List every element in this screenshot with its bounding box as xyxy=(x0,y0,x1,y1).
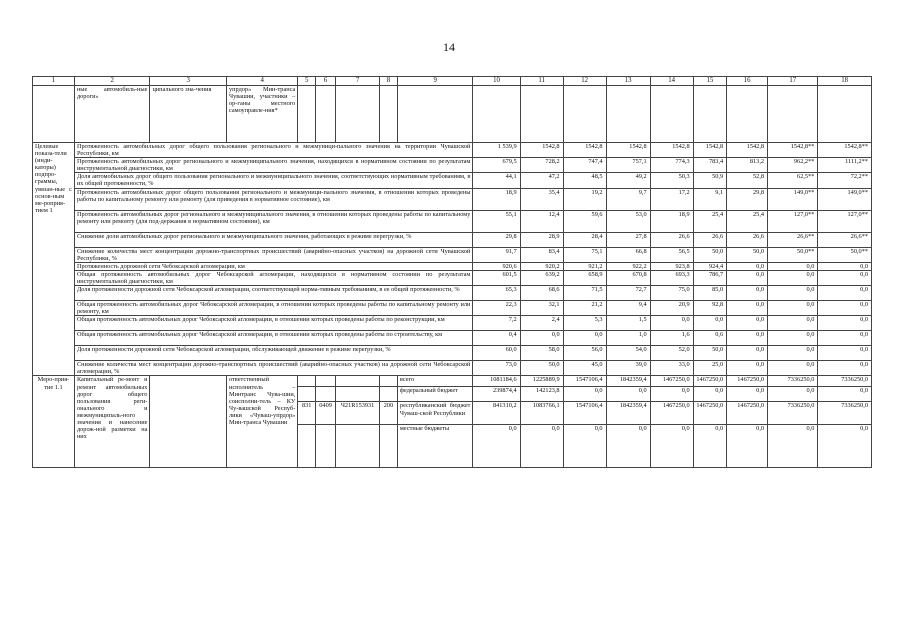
indicator-value: 28,4 xyxy=(563,232,606,247)
indicator-value: 50,0 xyxy=(693,346,727,361)
measure-label: Меро-прия-тие 1.1 xyxy=(33,376,75,468)
indicator-value: 0,0 xyxy=(818,270,872,285)
indicator-name: Общая протяженность автомобильных дорог Чебоксарской агломерации, в отношении которых проведены работы по капитальному ремонту или ремонту, км xyxy=(74,301,472,316)
column-number: 17 xyxy=(768,77,818,86)
indicator-name: Доля протяженности дорожной сети Чебоксарской агломерации, соответствующей норма-тивным требованиям, в ее общей протяженности, % xyxy=(74,286,472,301)
column-number: 15 xyxy=(693,77,727,86)
indicator-value: 83,4 xyxy=(520,247,563,262)
indicator-value: 1,0 xyxy=(606,331,650,346)
funding-source: республиканский бюджет Чуваш-ской Республики xyxy=(397,402,473,425)
indicator-value: 0,0 xyxy=(693,316,727,331)
indicator-value: 0,0 xyxy=(818,331,872,346)
funding-value: 0,0 xyxy=(768,387,818,402)
funding-value: 1225889,9 xyxy=(520,376,563,387)
indicator-value: 0,0 xyxy=(768,316,818,331)
indicator-value: 25,4 xyxy=(727,210,768,232)
indicator-value: 0,0 xyxy=(818,346,872,361)
indicator-value: 75,1 xyxy=(563,247,606,262)
indicator-value: 22,3 xyxy=(473,301,520,316)
continuation-row xyxy=(33,86,872,143)
column-number: 16 xyxy=(727,77,768,86)
indicator-row xyxy=(33,262,872,270)
indicator-value: 0,0 xyxy=(818,316,872,331)
cell-empty xyxy=(298,376,316,387)
indicator-value: 1542,8** xyxy=(768,143,818,158)
indicator-value: 0,0 xyxy=(818,262,872,270)
indicator-value: 9,4 xyxy=(606,301,650,316)
indicator-value: 0,0 xyxy=(727,301,768,316)
indicator-row xyxy=(33,361,872,376)
indicator-value: 72,2** xyxy=(818,173,872,188)
column-number: 6 xyxy=(316,77,336,86)
indicator-value: 50,0 xyxy=(520,361,563,376)
indicator-value: 49,2 xyxy=(606,173,650,188)
indicator-value: 68,6 xyxy=(520,286,563,301)
funding-value: 0,0 xyxy=(650,425,693,468)
indicator-value: 786,7 xyxy=(693,270,727,285)
indicator-value: 149,0** xyxy=(818,188,872,210)
indicator-value: 1542,8 xyxy=(606,143,650,158)
indicator-row xyxy=(33,232,872,247)
indicator-value: 9,1 xyxy=(693,188,727,210)
funding-value: 0,0 xyxy=(693,387,727,402)
indicator-value: 18,9 xyxy=(650,210,693,232)
indicator-name: Снижение количества мест концентрации дорожно-транспортных происшествий (аварийно-опасных участков) на дорожной сети Чебоксарской агломерации, % xyxy=(74,361,472,376)
funding-value: 841310,2 xyxy=(473,402,520,425)
executor-continuation: упрдор» Мин-транса Чувашии, участники – ор-ганы местного самоуправле-ния* xyxy=(226,86,297,143)
indicator-value: 5,3 xyxy=(563,316,606,331)
indicator-value: 26,6** xyxy=(768,232,818,247)
indicator-value: 0,0 xyxy=(818,286,872,301)
funding-value: 0,0 xyxy=(693,425,727,468)
indicator-value: 27,8 xyxy=(606,232,650,247)
cell-empty xyxy=(316,376,336,387)
cell-empty xyxy=(650,86,693,143)
funding-value: 1467250,0 xyxy=(727,376,768,387)
indicator-value: 0,0 xyxy=(818,301,872,316)
indicator-value: 39,0 xyxy=(606,361,650,376)
indicator-value: 45,0 xyxy=(563,361,606,376)
indicator-name: Общая протяженность автомобильных дорог Чебоксарской агломерации, в отношении которых проведены работы по строительству, км xyxy=(74,331,472,346)
indicator-row xyxy=(33,188,872,210)
indicator-row xyxy=(33,210,872,232)
cell-empty xyxy=(316,425,336,468)
cell-empty xyxy=(397,86,473,143)
cell-empty xyxy=(298,86,316,143)
funding-value: 142123,8 xyxy=(520,387,563,402)
cell-empty xyxy=(298,387,316,402)
budget-code: 831 xyxy=(298,402,316,425)
funding-value: 0,0 xyxy=(606,387,650,402)
indicator-row xyxy=(33,331,872,346)
indicator-value: 32,1 xyxy=(520,301,563,316)
indicator-name: Протяженность дорожной сети Чебоксарской агломерации, км xyxy=(74,262,472,270)
column-number: 4 xyxy=(226,77,297,86)
indicator-value: 0,0 xyxy=(650,316,693,331)
funding-value: 0,0 xyxy=(563,387,606,402)
column-number: 9 xyxy=(397,77,473,86)
indicator-value: 54,0 xyxy=(606,346,650,361)
funding-value: 1467250,0 xyxy=(693,376,727,387)
indicator-name: Протяженность автомобильных дорог общего пользования регионального и межмуници-пального значения, в отношении которых проведены работы по капитальному ремонту или ремонту (для приведения в нормативное состояние), км xyxy=(74,188,472,210)
indicator-value: 1542,8 xyxy=(520,143,563,158)
indicator-value: 62,5** xyxy=(768,173,818,188)
indicator-value: 9,7 xyxy=(606,188,650,210)
indicator-value: 922,2 xyxy=(606,262,650,270)
cell-empty xyxy=(606,86,650,143)
indicator-value: 747,4 xyxy=(563,158,606,173)
indicator-value: 921,2 xyxy=(563,262,606,270)
measure-executor: ответственный исполнитель – Минтранс Чува-шии, соисполни-тель – КУ Чу-вашской Респуб-лики «Чуваш-упрдор» Мин-транса Чувашии xyxy=(226,376,297,468)
indicator-value: 924,4 xyxy=(693,262,727,270)
indicator-value: 1 539,9 xyxy=(473,143,520,158)
indicator-name: Протяженность автомобильных дорог общего пользования регионального и межмуници-пального значения на территории Чувашской Республики, км xyxy=(74,143,472,158)
indicator-value: 728,2 xyxy=(520,158,563,173)
indicator-value: 48,5 xyxy=(563,173,606,188)
column-number: 11 xyxy=(520,77,563,86)
funding-value: 0,0 xyxy=(473,425,520,468)
indicator-value: 0,0 xyxy=(727,361,768,376)
indicator-value: 601,5 xyxy=(473,270,520,285)
indicator-value: 0,0 xyxy=(768,361,818,376)
indicator-value: 0,0 xyxy=(727,331,768,346)
funding-row xyxy=(33,376,872,387)
indicator-row xyxy=(33,316,872,331)
funding-source: всего xyxy=(397,376,473,387)
indicator-value: 26,6 xyxy=(650,232,693,247)
cell-empty xyxy=(33,86,75,143)
indicator-value: 920,2 xyxy=(520,262,563,270)
indicator-value: 50,0 xyxy=(693,247,727,262)
cell-empty xyxy=(768,86,818,143)
indicator-value: 1,6 xyxy=(650,331,693,346)
column-number: 13 xyxy=(606,77,650,86)
indicator-value: 50,0 xyxy=(727,247,768,262)
indicator-value: 59,6 xyxy=(563,210,606,232)
indicator-value: 757,1 xyxy=(606,158,650,173)
indicator-value: 0,6 xyxy=(693,331,727,346)
indicator-value: 21,2 xyxy=(563,301,606,316)
funding-value: 0,0 xyxy=(650,387,693,402)
indicator-value: 19,2 xyxy=(563,188,606,210)
indicator-row xyxy=(33,270,872,285)
cell-empty xyxy=(336,387,380,402)
cell-empty xyxy=(380,376,398,387)
funding-value: 1083766,1 xyxy=(520,402,563,425)
indicator-name: Общая протяженность автомобильных дорог Чебоксарской агломерации, находящихся в нормативном состоянии по результатам инструментальной диагностики, км xyxy=(74,270,472,285)
column-number: 3 xyxy=(150,77,227,86)
budget-code: 0409 xyxy=(316,402,336,425)
indicator-value: 52,8 xyxy=(727,173,768,188)
indicator-value: 1542,8 xyxy=(693,143,727,158)
indicator-value: 813,2 xyxy=(727,158,768,173)
indicator-value: 56,0 xyxy=(563,346,606,361)
cell-empty xyxy=(336,425,380,468)
cell-empty xyxy=(336,376,380,387)
indicator-value: 75,0 xyxy=(650,286,693,301)
indicator-value: 1542,8 xyxy=(563,143,606,158)
target-indicators-label: Целевые показа-тели (инди-каторы) подпро-граммы, увязан-ные с основ-ным ме-роприя-тием 1 xyxy=(33,143,75,376)
indicator-value: 50,0** xyxy=(818,247,872,262)
funding-value: 1467250,0 xyxy=(650,402,693,425)
indicator-value: 774,3 xyxy=(650,158,693,173)
funding-value: 1467250,0 xyxy=(727,402,768,425)
indicator-value: 1542,8** xyxy=(818,143,872,158)
budget-code: 200 xyxy=(380,402,398,425)
column-number: 5 xyxy=(298,77,316,86)
funding-value: 7336250,0 xyxy=(768,376,818,387)
funding-value: 1842359,4 xyxy=(606,402,650,425)
indicator-value: 50,3 xyxy=(650,173,693,188)
indicator-value: 92,8 xyxy=(693,301,727,316)
indicator-value: 1111,2** xyxy=(818,158,872,173)
indicator-value: 52,0 xyxy=(650,346,693,361)
cell-empty xyxy=(693,86,727,143)
indicator-value: 0,0 xyxy=(563,331,606,346)
indicator-value: 920,6 xyxy=(473,262,520,270)
indicator-value: 53,0 xyxy=(606,210,650,232)
cell-empty xyxy=(150,376,227,468)
cell-empty xyxy=(316,86,336,143)
column-number: 8 xyxy=(380,77,398,86)
indicator-value: 28,9 xyxy=(520,232,563,247)
indicator-value: 29,8 xyxy=(727,188,768,210)
indicator-value: 58,0 xyxy=(520,346,563,361)
indicator-value: 20,9 xyxy=(650,301,693,316)
indicator-name: Снижение доли автомобильных дорог регионального и межмуниципального значения, работающих в режиме перегрузки, % xyxy=(74,232,472,247)
indicator-value: 0,0 xyxy=(768,331,818,346)
indicator-name: Протяженность автомобильных дорог регионального и межмуниципального значения, находящихся в нормативном состоянии по результатам инструментальной диагностики, км xyxy=(74,158,472,173)
cell-empty xyxy=(298,425,316,468)
indicator-value: 60,0 xyxy=(473,346,520,361)
cell-empty xyxy=(473,86,520,143)
indicator-value: 1,5 xyxy=(606,316,650,331)
cell-empty xyxy=(520,86,563,143)
cell-empty xyxy=(336,86,380,143)
indicator-row xyxy=(33,143,872,158)
funding-value: 1081184,6 xyxy=(473,376,520,387)
indicator-row xyxy=(33,247,872,262)
indicator-value: 0,0 xyxy=(727,316,768,331)
indicator-value: 26,6 xyxy=(727,232,768,247)
cell-empty xyxy=(380,425,398,468)
indicator-value: 670,8 xyxy=(606,270,650,285)
measure-type-continuation: ципального зна-чения xyxy=(150,86,227,143)
funding-value: 7336250,0 xyxy=(818,402,872,425)
funding-value: 0,0 xyxy=(606,425,650,468)
funding-source: местные бюджеты xyxy=(397,425,473,468)
indicator-value: 85,0 xyxy=(693,286,727,301)
measure-name-continuation: ные автомобиль-ные дороги» xyxy=(74,86,150,143)
cell-empty xyxy=(563,86,606,143)
indicator-value: 35,4 xyxy=(520,188,563,210)
indicator-value: 7,2 xyxy=(473,316,520,331)
indicator-value: 149,0** xyxy=(768,188,818,210)
indicator-value: 923,8 xyxy=(650,262,693,270)
cell-empty xyxy=(727,86,768,143)
indicator-value: 1542,8 xyxy=(727,143,768,158)
indicator-value: 0,4 xyxy=(473,331,520,346)
indicator-value: 0,0 xyxy=(768,301,818,316)
indicator-value: 56,5 xyxy=(650,247,693,262)
cell-empty xyxy=(380,387,398,402)
indicator-value: 0,0 xyxy=(727,286,768,301)
column-number-row xyxy=(33,77,872,86)
indicator-row xyxy=(33,173,872,188)
indicator-value: 25,4 xyxy=(693,210,727,232)
indicator-name: Доля протяженности дорожной сети Чебоксарской агломерации, обслуживающей движение в режиме перегрузки, % xyxy=(74,346,472,361)
indicator-value: 55,1 xyxy=(473,210,520,232)
funding-value: 0,0 xyxy=(563,425,606,468)
budget-code: Ч21R153931 xyxy=(336,402,380,425)
indicator-value: 0,0 xyxy=(768,286,818,301)
indicator-row xyxy=(33,346,872,361)
column-number: 10 xyxy=(473,77,520,86)
indicator-value: 17,2 xyxy=(650,188,693,210)
indicator-value: 65,3 xyxy=(473,286,520,301)
funding-value: 7336250,0 xyxy=(768,402,818,425)
indicator-value: 679,5 xyxy=(473,158,520,173)
column-number: 7 xyxy=(336,77,380,86)
indicator-value: 0,0 xyxy=(727,262,768,270)
funding-value: 1467250,0 xyxy=(650,376,693,387)
indicator-value: 73,0 xyxy=(473,361,520,376)
indicator-value: 639,2 xyxy=(520,270,563,285)
indicator-value: 50,0** xyxy=(768,247,818,262)
indicator-value: 44,1 xyxy=(473,173,520,188)
indicator-value: 0,0 xyxy=(727,346,768,361)
indicator-name: Протяженность автомобильных дорог регионального и межмуниципального значения, в отношении которых проведены работы по капитальному ремонту или ремонту (для под-держания в нормативном состоянии), км xyxy=(74,210,472,232)
indicator-value: 71,5 xyxy=(563,286,606,301)
indicator-value: 66,8 xyxy=(606,247,650,262)
indicator-value: 50,9 xyxy=(693,173,727,188)
indicator-value: 0,0 xyxy=(768,346,818,361)
funding-value: 1547106,4 xyxy=(563,376,606,387)
indicator-value: 18,9 xyxy=(473,188,520,210)
funding-value: 0,0 xyxy=(727,425,768,468)
indicator-value: 0,0 xyxy=(520,331,563,346)
indicator-value: 2,4 xyxy=(520,316,563,331)
indicator-row xyxy=(33,158,872,173)
indicator-value: 91,7 xyxy=(473,247,520,262)
indicator-value: 962,2** xyxy=(768,158,818,173)
indicator-name: Доля автомобильных дорог общего пользования регионального и межмуниципального значения, соответствующих нормативным требованиям, в их общей протяженности, % xyxy=(74,173,472,188)
column-number: 1 xyxy=(33,77,75,86)
indicator-value: 0,0 xyxy=(727,270,768,285)
indicator-value: 693,3 xyxy=(650,270,693,285)
cell-empty xyxy=(316,387,336,402)
indicator-value: 25,0 xyxy=(693,361,727,376)
funding-value: 1547106,4 xyxy=(563,402,606,425)
funding-value: 1842359,4 xyxy=(606,376,650,387)
indicator-value: 26,6 xyxy=(693,232,727,247)
indicator-value: 72,7 xyxy=(606,286,650,301)
indicator-name: Общая протяженность автомобильных дорог Чебоксарской агломерации, в отношении которых проведены работы по реконструкции, км xyxy=(74,316,472,331)
cell-empty xyxy=(380,86,398,143)
indicator-value: 127,0** xyxy=(818,210,872,232)
funding-value: 0,0 xyxy=(818,387,872,402)
column-number: 12 xyxy=(563,77,606,86)
indicator-value: 47,2 xyxy=(520,173,563,188)
indicator-value: 26,6** xyxy=(818,232,872,247)
funding-value: 0,0 xyxy=(818,425,872,468)
indicator-value: 783,4 xyxy=(693,158,727,173)
program-table xyxy=(32,76,872,468)
indicator-value: 29,8 xyxy=(473,232,520,247)
indicator-value: 658,9 xyxy=(563,270,606,285)
funding-value: 7336250,0 xyxy=(818,376,872,387)
indicator-value: 127,0** xyxy=(768,210,818,232)
page-number: 14 xyxy=(443,40,455,54)
column-number: 2 xyxy=(74,77,150,86)
funding-value: 0,0 xyxy=(768,425,818,468)
column-number: 18 xyxy=(818,77,872,86)
funding-value: 0,0 xyxy=(520,425,563,468)
indicator-value: 33,0 xyxy=(650,361,693,376)
indicator-name: Снижение количества мест концентрации дорожно-транспортных происшествий (аварийно-опасных участков) на дорожной сети Чувашской Республики, % xyxy=(74,247,472,262)
funding-value: 0,0 xyxy=(727,387,768,402)
funding-source: федеральный бюджет xyxy=(397,387,473,402)
measure-description: Капитальный ре-монт и ремонт автомобильных дорог общего пользования реги-онального и межмуниципаль-ного значения и нанесение дорож-ной разметки на них xyxy=(74,376,150,468)
indicator-value: 12,4 xyxy=(520,210,563,232)
funding-value: 1467250,0 xyxy=(693,402,727,425)
indicator-value: 0,0 xyxy=(768,262,818,270)
indicator-value: 1542,8 xyxy=(650,143,693,158)
indicator-value: 0,0 xyxy=(768,270,818,285)
funding-value: 239874,4 xyxy=(473,387,520,402)
indicator-row xyxy=(33,286,872,301)
cell-empty xyxy=(818,86,872,143)
indicator-value: 0,0 xyxy=(818,361,872,376)
column-number: 14 xyxy=(650,77,693,86)
indicator-row xyxy=(33,301,872,316)
